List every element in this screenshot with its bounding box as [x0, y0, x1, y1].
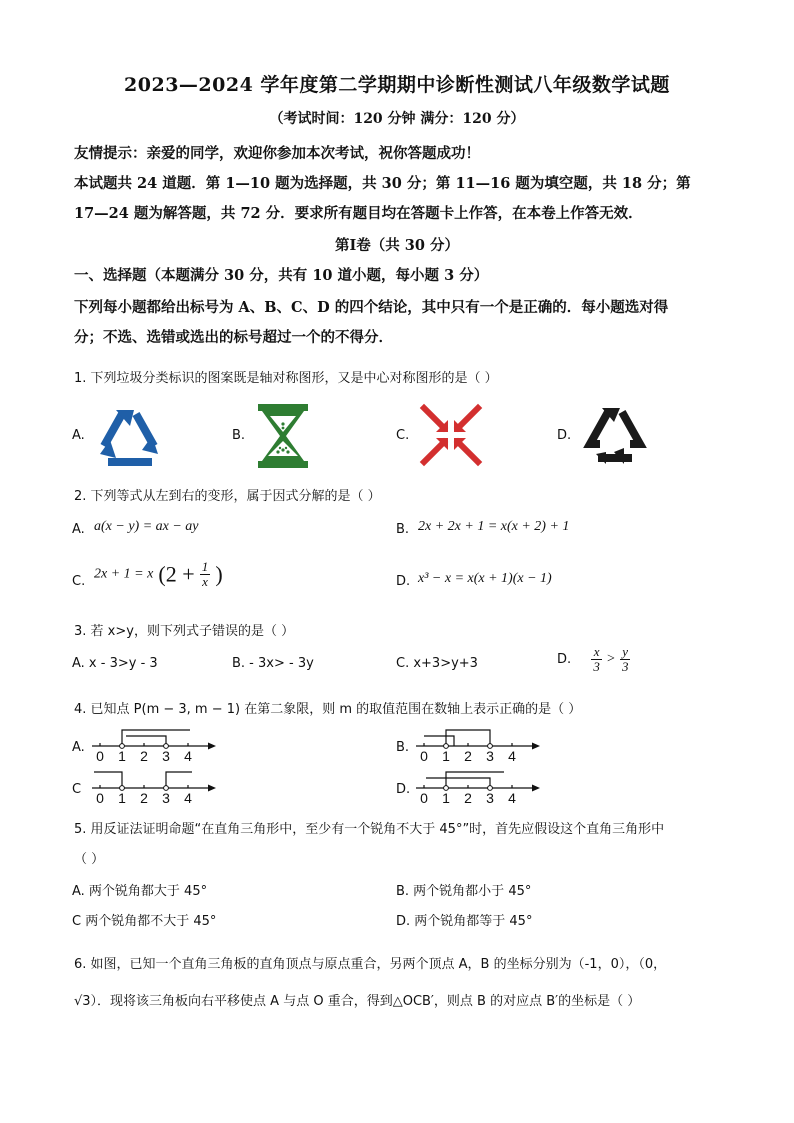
q4-option-d-label: D.	[396, 782, 411, 797]
recycle-triangle-blue-icon	[96, 404, 164, 468]
number-line-b-tick-label: 1	[442, 748, 450, 764]
number-line-a	[92, 724, 222, 764]
q5-option-b: B. 两个锐角都小于 45°	[396, 884, 532, 899]
q5-option-d: D. 两个锐角都等于 45°	[396, 914, 533, 929]
q4-option-c-label: C	[72, 782, 82, 797]
question-5-stem-line-2: （ ）	[74, 852, 105, 867]
q3-d-num-right: y	[620, 645, 631, 660]
q2-option-a-label: A.	[72, 522, 85, 537]
question-1-stem: 1. 下列垃圾分类标识的图案既是轴对称图形，又是中心对称图形的是（ ）	[74, 371, 498, 386]
number-line-d-range-top	[446, 772, 504, 788]
recycle-triangle-black-icon	[584, 404, 646, 464]
question-3-stem: 3. 若 x>y，则下列式子错误的是（ ）	[74, 624, 295, 639]
q2-option-b: 2x + 2x + 1 = x(x + 2) + 1	[418, 519, 570, 534]
q3-d-label: D.	[557, 652, 572, 667]
number-line-a-tick-label: 3	[162, 748, 170, 764]
number-line-b-tick-label: 3	[486, 748, 494, 764]
number-line-a-tick-label: 0	[96, 748, 104, 764]
number-line-d	[416, 766, 546, 806]
number-line-b-range-inner	[424, 736, 454, 746]
number-line-d-tick-label: 4	[508, 790, 516, 806]
q3-d-num-left: x	[591, 645, 602, 660]
four-arrows-red-icon	[420, 404, 482, 466]
number-line-a-arrow	[208, 743, 216, 750]
section-heading: 一、选择题（本题满分 30 分，共有 10 道小题，每小题 3 分）	[74, 267, 489, 284]
section-desc-line-1: 下列每小题都给出标号为 A、B、C、D 的四个结论，其中只有一个是正确的．每小题选对得	[74, 299, 669, 316]
number-line-d-arrow	[532, 785, 540, 792]
number-line-a-range-left	[126, 736, 166, 746]
q2-option-c-label: C.	[72, 574, 86, 589]
number-line-d-open-dot	[444, 786, 449, 791]
number-line-a-tick-label: 4	[184, 748, 192, 764]
number-line-a-range-right	[122, 730, 190, 746]
number-line-b-tick-label: 4	[508, 748, 516, 764]
number-line-c-tick-label: 0	[96, 790, 104, 806]
q1-option-b-label: B.	[232, 428, 246, 443]
question-5-stem-line-1: 5. 用反证法证明命题“在直角三角形中，至少有一个锐角不大于 45°”时，首先应假设这个直角三角形中	[74, 822, 665, 837]
friendly-tip: 友情提示：亲爱的同学，欢迎你参加本次考试，祝你答题成功！	[74, 145, 480, 162]
number-line-b-tick-label: 0	[420, 748, 428, 764]
number-line-c-tick-label: 1	[118, 790, 126, 806]
number-line-d-range-lower	[426, 778, 490, 788]
number-line-d-tick-label: 1	[442, 790, 450, 806]
q2-option-a: a(x − y) = ax − ay	[94, 519, 199, 534]
number-line-a-tick-label: 1	[118, 748, 126, 764]
q3-d-den-left: 3	[593, 659, 600, 674]
number-line-a-open-dot	[164, 744, 169, 749]
number-line-c-tick-label: 3	[162, 790, 170, 806]
q3-option-d	[557, 645, 630, 674]
q5-option-c: C 两个锐角都不大于 45°	[72, 914, 217, 929]
q2-option-c	[94, 560, 223, 589]
part-1-heading: 第Ⅰ卷（共 30 分）	[334, 237, 460, 254]
number-line-c-open-dot	[120, 786, 125, 791]
q1-option-d-label: D.	[557, 428, 572, 443]
question-2-stem: 2. 下列等式从左到右的变形，属于因式分解的是（ ）	[74, 489, 381, 504]
number-line-b-open-dot	[488, 744, 493, 749]
q2-option-d: x³ − x = x(x + 1)(x − 1)	[418, 571, 552, 586]
q5-option-a: A. 两个锐角都大于 45°	[72, 884, 208, 899]
q1-option-a-label: A.	[72, 428, 85, 443]
q2-option-b-label: B.	[396, 522, 410, 537]
number-line-c-arrow	[208, 785, 216, 792]
q3-d-fraction-left	[591, 645, 602, 674]
q3-d-fraction-right	[620, 645, 631, 674]
number-line-c-open-dot	[164, 786, 169, 791]
q4-option-b-label: B.	[396, 740, 410, 755]
q2-option-d-label: D.	[396, 574, 411, 589]
question-6-stem-line-2: √3）．现将该三角板向右平移使点 A 与点 O 重合，得到△OCB′，则点 B 的对应点 B′的坐标是（ ）	[74, 994, 641, 1009]
q3-option-b: B. - 3x> - 3y	[232, 656, 314, 671]
number-line-d-open-dot	[488, 786, 493, 791]
q2-c-paren-open: (2 +	[158, 561, 195, 587]
number-line-b-arrow	[532, 743, 540, 750]
number-line-d-tick-label: 2	[464, 790, 472, 806]
q2-c-fraction	[200, 560, 211, 589]
q3-option-a: A. x - 3>y - 3	[72, 656, 158, 671]
number-line-d-tick-label: 3	[486, 790, 494, 806]
number-line-a-tick-label: 2	[140, 748, 148, 764]
number-line-b-open-dot	[444, 744, 449, 749]
exam-title: 2023—2024 学年度第二学期期中诊断性测试八年级数学试题	[124, 74, 670, 96]
question-4-stem: 4. 已知点 P(m − 3, m − 1) 在第二象限，则 m 的取值范围在数轴上表示正确的是（ ）	[74, 702, 582, 717]
number-line-c-tick-label: 2	[140, 790, 148, 806]
instructions-line-1: 本试题共 24 道题．第 1—10 题为选择题，共 30 分；第 11—16 题为填空题，共 18 分；第	[74, 175, 691, 192]
number-line-c-tick-label: 4	[184, 790, 192, 806]
number-line-c	[92, 766, 222, 806]
q2-c-left: 2x + 1 = x	[94, 566, 154, 582]
q3-d-operator: >	[606, 651, 615, 667]
question-6-stem-line-1: 6. 如图，已知一个直角三角板的直角顶点与原点重合，另两个顶点 A，B 的坐标分别为（-1，0），（0，	[74, 957, 667, 972]
q4-option-a-label: A.	[72, 740, 85, 755]
instructions-line-2: 17—24 题为解答题，共 72 分．要求所有题目均在答题卡上作答，在本卷上作答无效．	[74, 205, 643, 222]
q3-option-c: C. x+3>y+3	[396, 656, 478, 671]
q1-option-c-label: C.	[396, 428, 410, 443]
q3-d-den-right: 3	[621, 659, 629, 674]
exam-info: （考试时间：120 分钟 满分：120 分）	[269, 111, 525, 127]
number-line-b	[416, 724, 546, 764]
q2-c-paren-close: )	[215, 561, 223, 587]
number-line-c-range-left	[94, 772, 122, 788]
number-line-d-tick-label: 0	[420, 790, 428, 806]
hourglass-green-icon	[258, 404, 308, 468]
q2-c-numerator: 1	[201, 559, 209, 574]
q2-c-denominator: x	[202, 574, 208, 589]
number-line-a-open-dot	[120, 744, 125, 749]
number-line-b-tick-label: 2	[464, 748, 472, 764]
section-desc-line-2: 分；不选、选错或选出的标号超过一个的不得分．	[74, 329, 393, 346]
